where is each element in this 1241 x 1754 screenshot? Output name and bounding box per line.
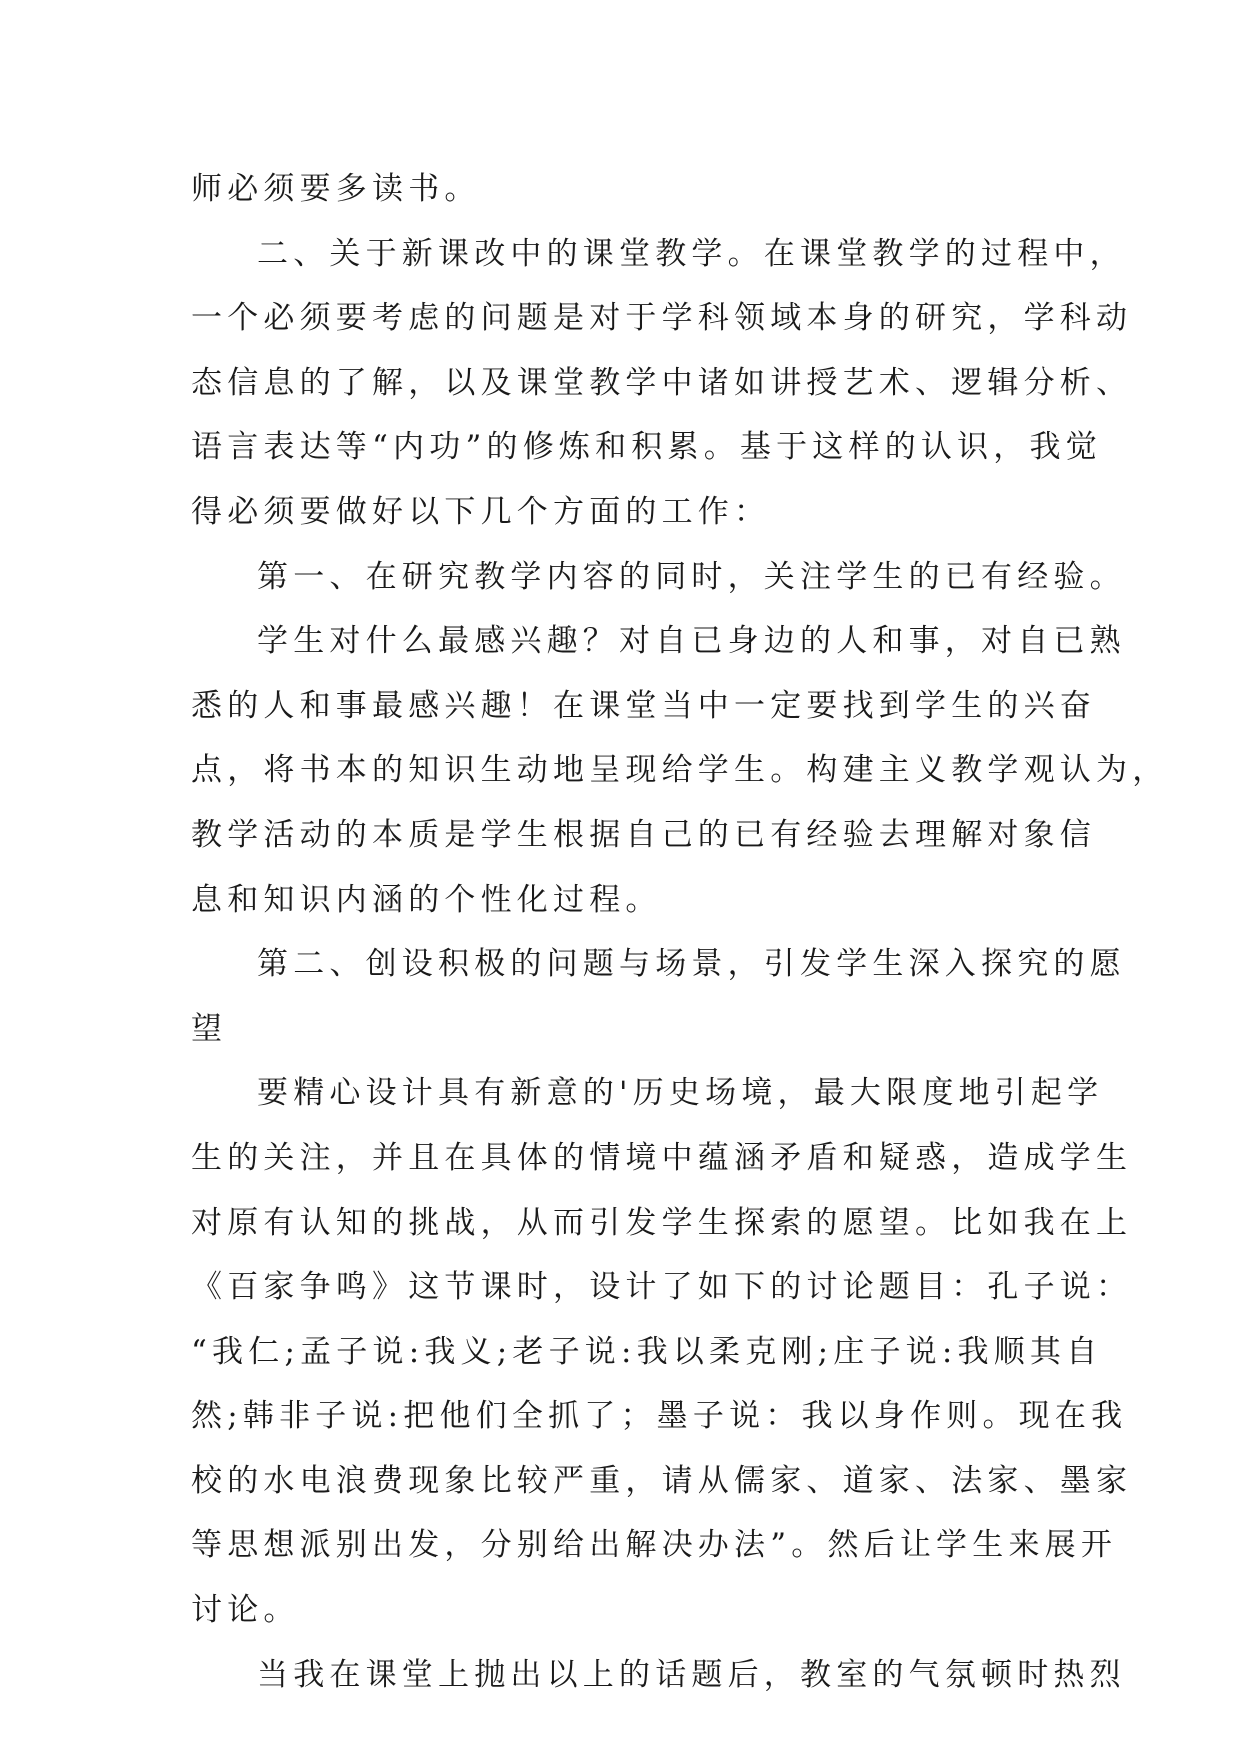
text-line: 点，将书本的知识生动地呈现给学生。构建主义教学观认为， (191, 752, 1169, 789)
text-line: 悉的人和事最感兴趣！在课堂当中一定要找到学生的兴奋 (191, 687, 1096, 724)
text-line: 生的关注，并且在具体的情境中蕴涵矛盾和疑惑，造成学生 (191, 1139, 1133, 1176)
text-line: 二、关于新课改中的课堂教学。在课堂教学的过程中， (257, 235, 1126, 272)
text-line: 当我在课堂上抛出以上的话题后，教室的气氛顿时热烈 (257, 1656, 1126, 1693)
text-line: 对原有认知的挑战，从而引发学生探索的愿望。比如我在上 (191, 1204, 1133, 1241)
text-line: 第一、在研究教学内容的同时，关注学生的已有经验。 (257, 558, 1126, 595)
text-line: 得必须要做好以下几个方面的工作： (191, 493, 771, 530)
text-line: 望 (191, 1010, 228, 1047)
text-line: 息和知识内涵的个性化过程。 (191, 881, 662, 918)
text-line: 第二、创设积极的问题与场景，引发学生深入探究的愿 (257, 946, 1126, 983)
text-line: 讨论。 (191, 1592, 300, 1629)
text-line: 《百家争鸣》这节课时，设计了如下的讨论题目：孔子说： (191, 1269, 1133, 1306)
text-line: 然;韩非子说:把他们全抓了；墨子说：我以身作则。现在我 (191, 1398, 1128, 1435)
text-line: 等思想派别出发，分别给出解决办法”。然后让学生来展开 (191, 1527, 1118, 1564)
text-line: “我仁;孟子说:我义;老子说:我以柔克刚;庄子说:我顺其自 (191, 1333, 1103, 1370)
text-line: 师必须要多读书。 (191, 171, 481, 207)
text-line: 态信息的了解，以及课堂教学中诸如讲授艺术、逻辑分析、 (191, 364, 1133, 401)
text-line: 要精心设计具有新意的'历史场境，最大限度地引起学 (257, 1075, 1104, 1112)
text-line: 一个必须要考虑的问题是对于学科领域本身的研究，学科动 (191, 300, 1133, 337)
text-line: 校的水电浪费现象比较严重，请从儒家、道家、法家、墨家 (191, 1462, 1133, 1499)
text-line: 语言表达等“内功”的修炼和积累。基于这样的认识，我觉 (191, 429, 1102, 466)
body-text (191, 157, 1169, 1707)
text-line: 教学活动的本质是学生根据自己的已有经验去理解对象信 (191, 816, 1096, 853)
text-line: 学生对什么最感兴趣？对自已身边的人和事，对自已熟 (257, 623, 1126, 660)
